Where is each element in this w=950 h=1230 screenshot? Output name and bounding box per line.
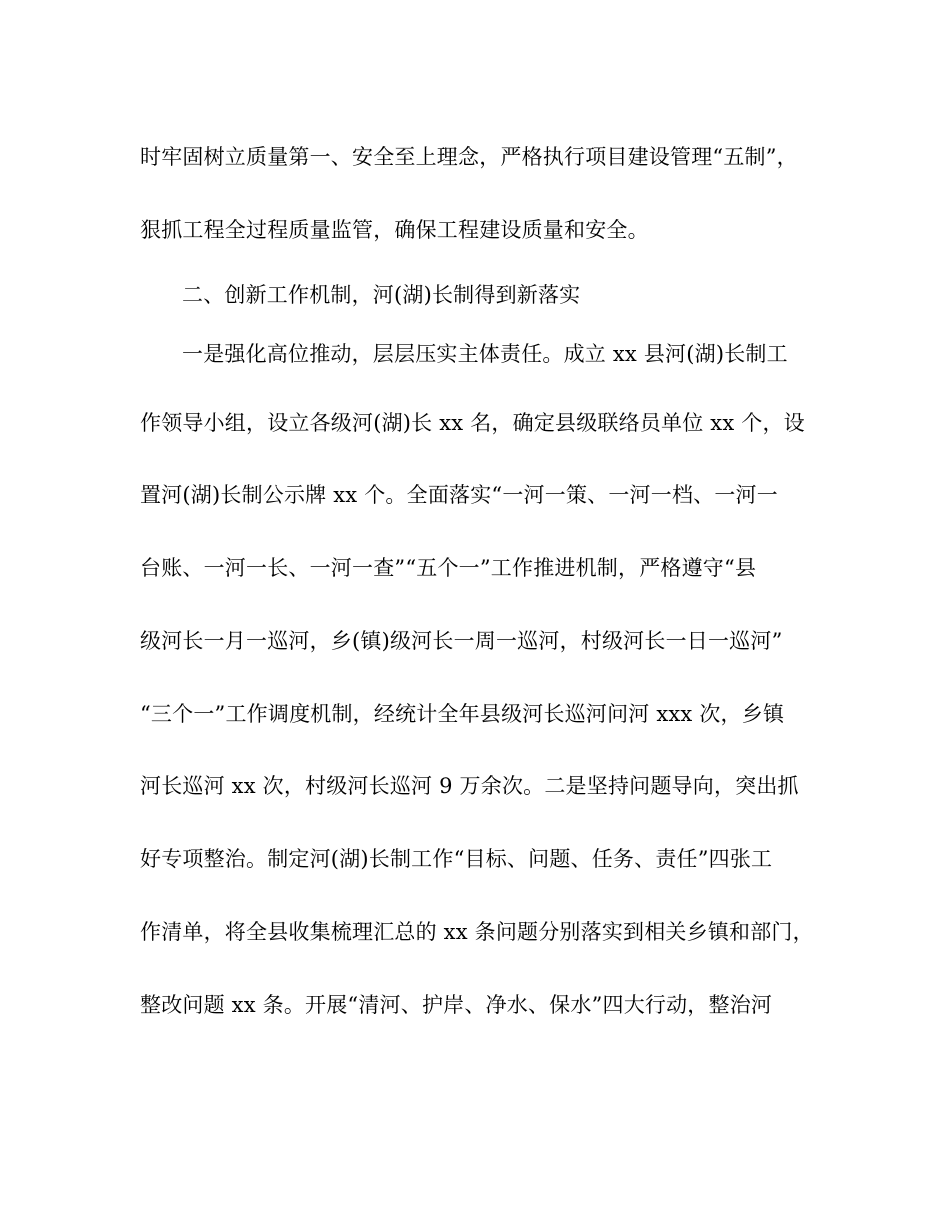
body-text-line: 整改问题 xx 条。开展“清河、护岸、净水、保水”四大行动，整治河 [140,993,773,1017]
body-text-line: 级河长一月一巡河，乡(镇)级河长一周一巡河，村级河长一日一巡河” [140,629,783,653]
body-text-line: 置河(湖)长制公示牌 xx 个。全面落实“一河一策、一河一档、一河一 [140,483,778,507]
body-text-line: 好专项整治。制定河(湖)长制工作“目标、问题、任务、责任”四张工 [140,847,773,871]
body-text-line: “三个一”工作调度机制，经统计全年县级河长巡河问河 xxx 次，乡镇 [140,702,785,726]
body-text-line: 作清单，将全县收集梳理汇总的 xx 条问题分别落实到相关乡镇和部门， [140,920,814,944]
body-text-line: 河长巡河 xx 次，村级河长巡河 9 万余次。二是坚持问题导向，突出抓 [140,774,799,798]
body-text-line: 狠抓工程全过程质量监管，确保工程建设质量和安全。 [140,218,649,242]
body-text-line: 台账、一河一长、一河一查”“五个一”工作推进机制，严格遵守“县 [140,556,757,580]
body-text-line: 作领导小组，设立各级河(湖)长 xx 名，确定县级联络员单位 xx 个，设 [140,411,805,435]
body-text-line: 时牢固树立质量第一、安全至上理念，严格执行项目建设管理“五制”， [140,145,798,169]
section-heading: 二、创新工作机制，河(湖)长制得到新落实 [182,283,581,307]
paragraph-first-line: 一是强化高位推动，层层压实主体责任。成立 xx 县河(湖)长制工 [182,342,788,366]
